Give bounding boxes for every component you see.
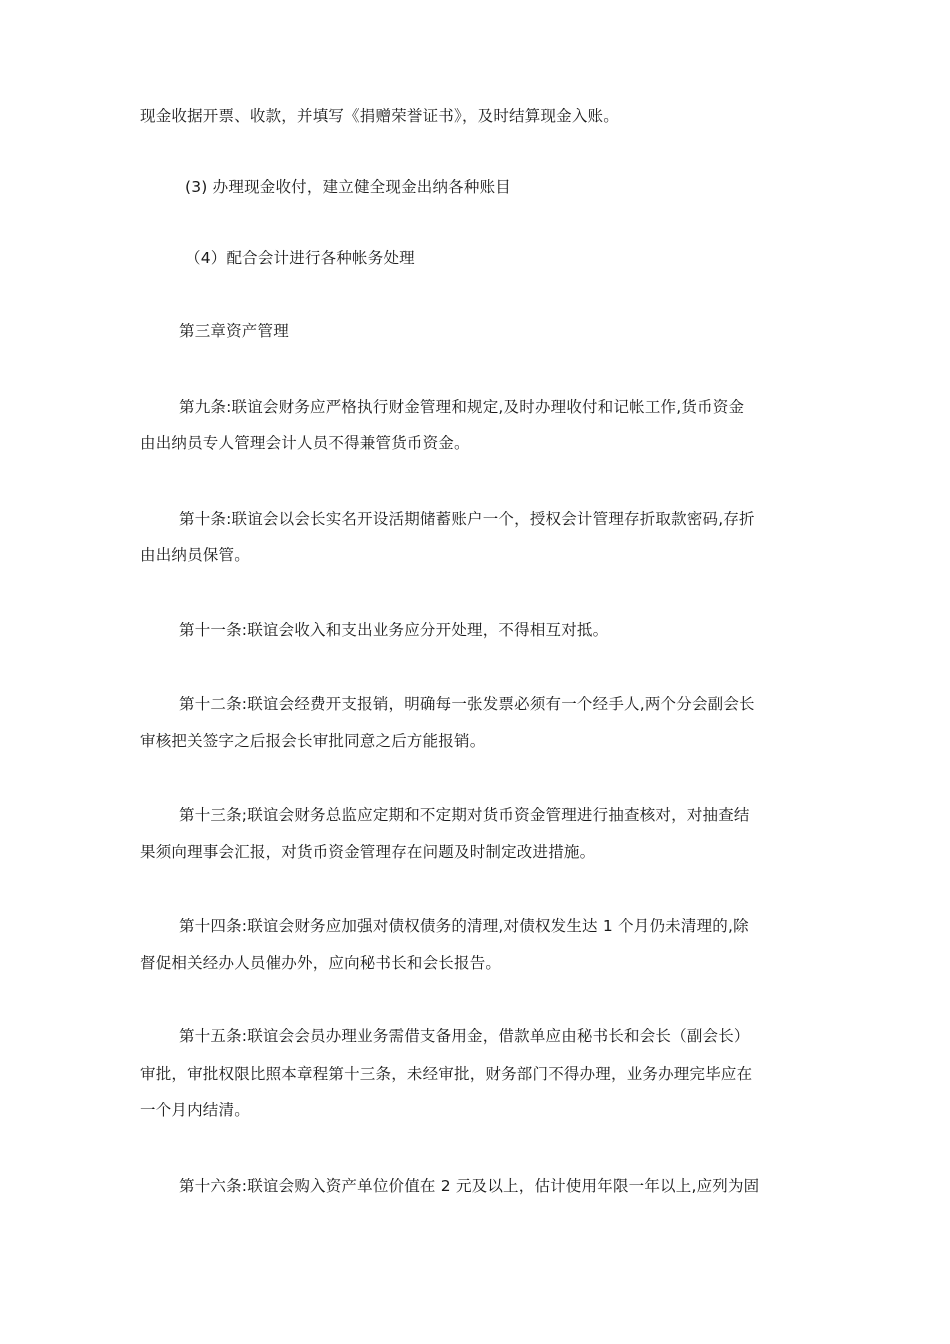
article-13-line-1: 第十三条;联谊会财务总监应定期和不定期对货币资金管理进行抽查核对，对抽查结 [179,806,750,824]
article-12-line-2: 审核把关签字之后报会长审批同意之后方能报销。 [140,732,486,750]
article-11: 第十一条:联谊会收入和支出业务应分开处理，不得相互对抵。 [179,621,609,639]
chapter-heading: 第三章资产管理 [179,322,289,340]
article-9-line-2: 由出纳员专人管理会计人员不得兼管货币资金。 [140,434,470,452]
article-9-line-1: 第九条:联谊会财务应严格执行财金管理和规定,及时办理收付和记帐工作,货币资金 [179,398,745,416]
article-13-line-2: 果须向理事会汇报，对货币资金管理存在问题及时制定改进措施。 [140,843,596,861]
list-item-3: (3) 办理现金收付，建立健全现金出纳各种账目 [185,178,511,196]
article-15-line-3: 一个月内结清。 [140,1101,250,1119]
article-16-line-1: 第十六条:联谊会购入资产单位价值在 2 元及以上，估计使用年限一年以上,应列为固 [179,1177,760,1195]
article-14-line-1: 第十四条:联谊会财务应加强对债权债务的清理,对债权发生达 1 个月仍未清理的,除 [179,917,749,935]
article-15-line-1: 第十五条:联谊会会员办理业务需借支备用金，借款单应由秘书长和会长（副会长） [179,1027,750,1045]
article-10-line-1: 第十条:联谊会以会长实名开设活期储蓄账户一个，授权会计管理存折取款密码,存折 [179,510,755,528]
article-10-line-2: 由出纳员保管。 [140,546,250,564]
article-15-line-2: 审批，审批权限比照本章程第十三条，未经审批，财务部门不得办理，业务办理完毕应在 [140,1065,753,1083]
text-line-1: 现金收据开票、收款，并填写《捐赠荣誉证书》，及时结算现金入账。 [140,107,619,125]
list-item-4: （4）配合会计进行各种帐务处理 [185,249,415,267]
article-12-line-1: 第十二条:联谊会经费开支报销，明确每一张发票必须有一个经手人,两个分会副会长 [179,695,755,713]
article-14-line-2: 督促相关经办人员催办外，应向秘书长和会长报告。 [140,954,502,972]
